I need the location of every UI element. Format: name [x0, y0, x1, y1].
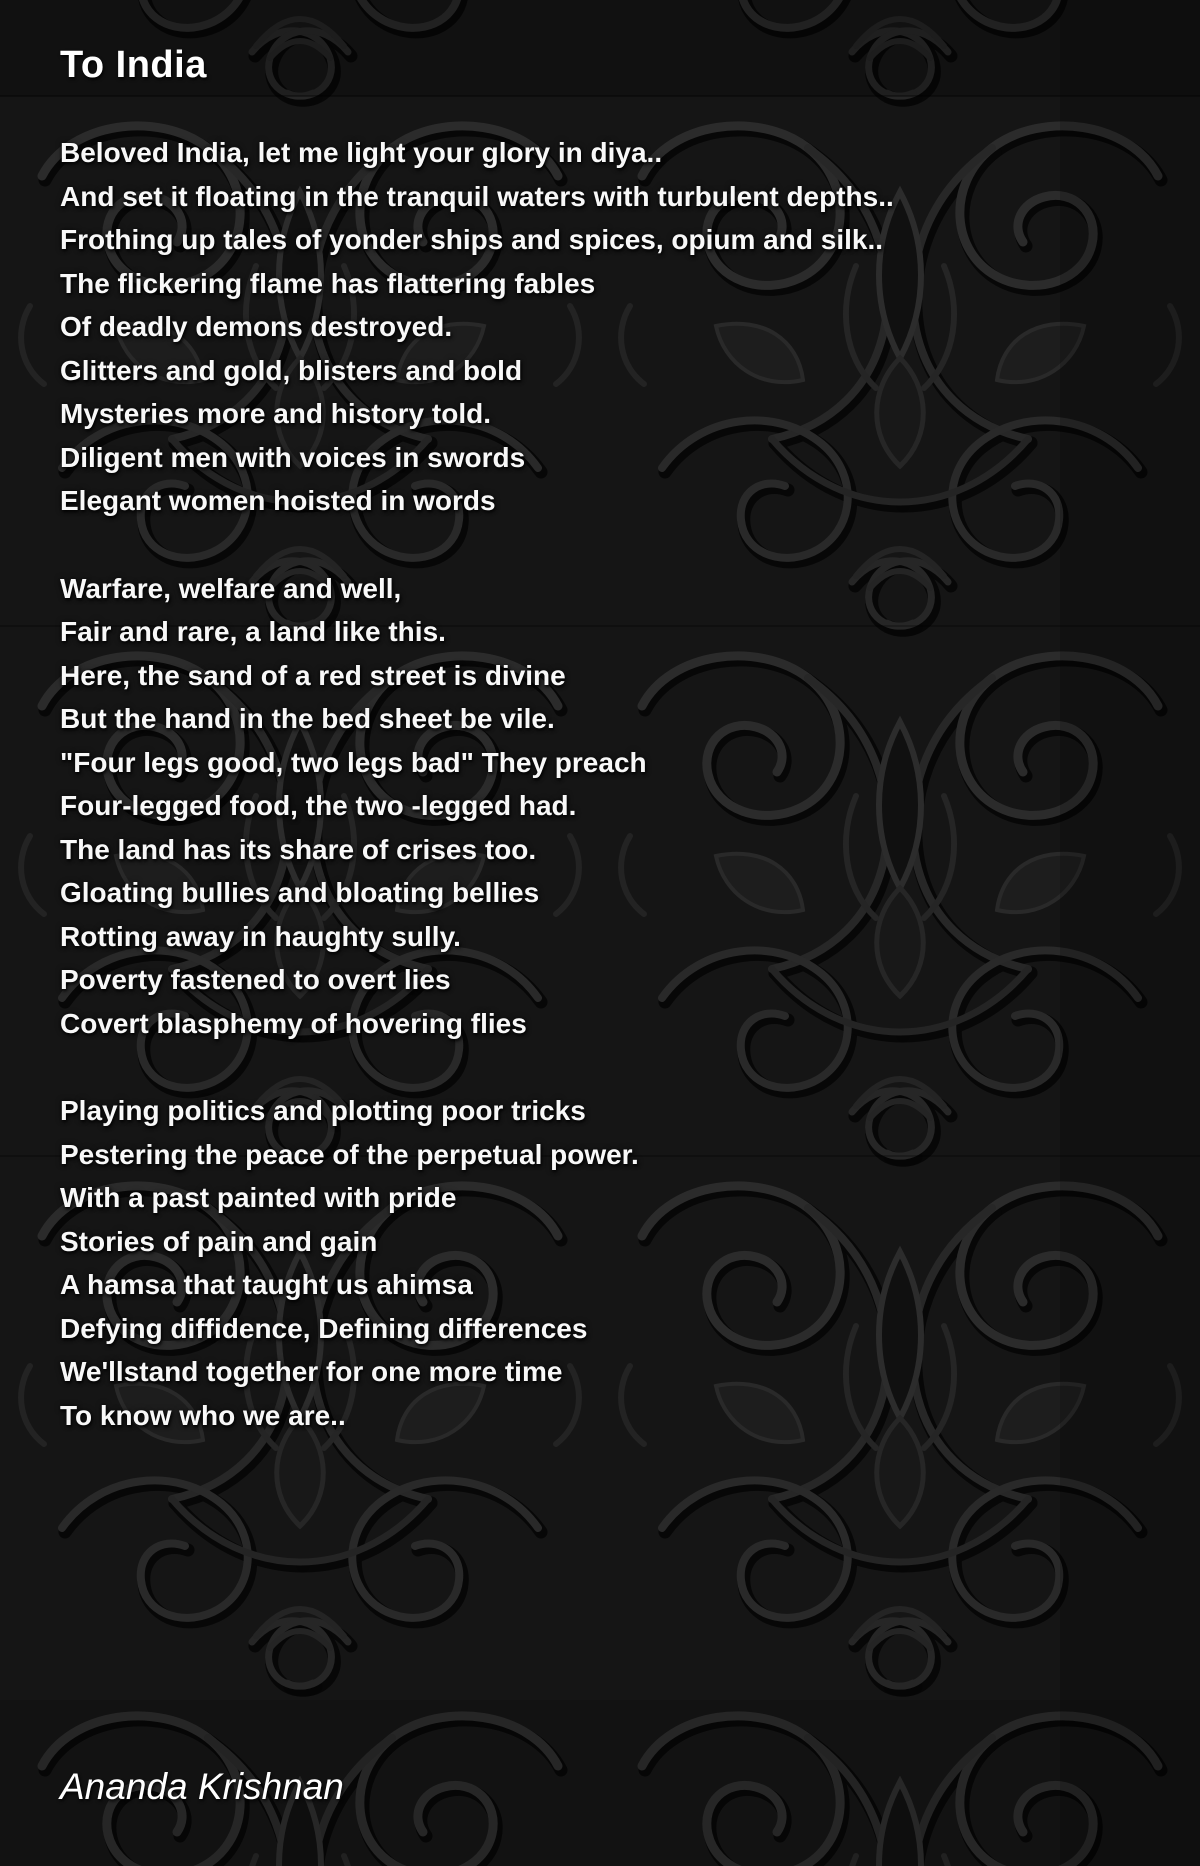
poem-line: Diligent men with voices in swords [60, 441, 526, 473]
poem-line: Beloved India, let me light your glory in diya.. [60, 137, 663, 168]
poem-line: Four-legged food, the two -legged had. [60, 790, 577, 821]
stanza-1 [60, 131, 894, 523]
poem-line: But the hand in the bed sheet be vile. [60, 703, 555, 734]
poem-line: A hamsa that taught us ahimsa [60, 1269, 473, 1300]
poem-line: Warfare, welfare and well, [60, 572, 402, 604]
poem-line: Poverty fastened to overt lies [60, 964, 451, 995]
poem-line: Frothing up tales of yonder ships and spices, opium and silk.. [60, 224, 884, 255]
poem-line: And set it floating in the tranquil waters with turbulent depths.. [60, 180, 894, 212]
poem-line: The land has its share of crises too. [60, 833, 537, 865]
poem-line: Elegant women hoisted in words [60, 485, 496, 516]
poem-line: Rotting away in haughty sully. [60, 920, 461, 952]
poem-line: Pestering the peace of the perpetual power. [60, 1138, 639, 1170]
stanza-3 [60, 1089, 894, 1437]
poem-line: To know who we are.. [60, 1399, 346, 1431]
poem-line: Gloating bullies and bloating bellies [60, 877, 540, 908]
poem-line: Playing politics and plotting poor tricks [60, 1095, 586, 1126]
poem-line: We'llstand together for one more time [60, 1356, 563, 1387]
poem-line: Mysteries more and history told. [60, 398, 491, 429]
stanza-2 [60, 567, 894, 1046]
poem-line: With a past painted with pride [60, 1182, 457, 1213]
poem-line: The flickering flame has flattering fables [60, 267, 596, 299]
poem-line: Glitters and gold, blisters and bold [60, 354, 523, 386]
poem-line: Here, the sand of a red street is divine [60, 659, 566, 691]
poem-author-signature: Ananda Krishnan [60, 1766, 344, 1807]
poem-line: Fair and rare, a land like this. [60, 616, 446, 647]
poem-line: Defying diffidence, Defining differences [60, 1312, 588, 1344]
poem-line: "Four legs good, two legs bad" They preach [60, 746, 647, 778]
poem-title: To India [60, 44, 207, 86]
poem-body [60, 131, 894, 1481]
poem-line: Covert blasphemy of hovering flies [60, 1007, 527, 1039]
poem-line: Of deadly demons destroyed. [60, 311, 453, 342]
poem-line: Stories of pain and gain [60, 1225, 378, 1257]
